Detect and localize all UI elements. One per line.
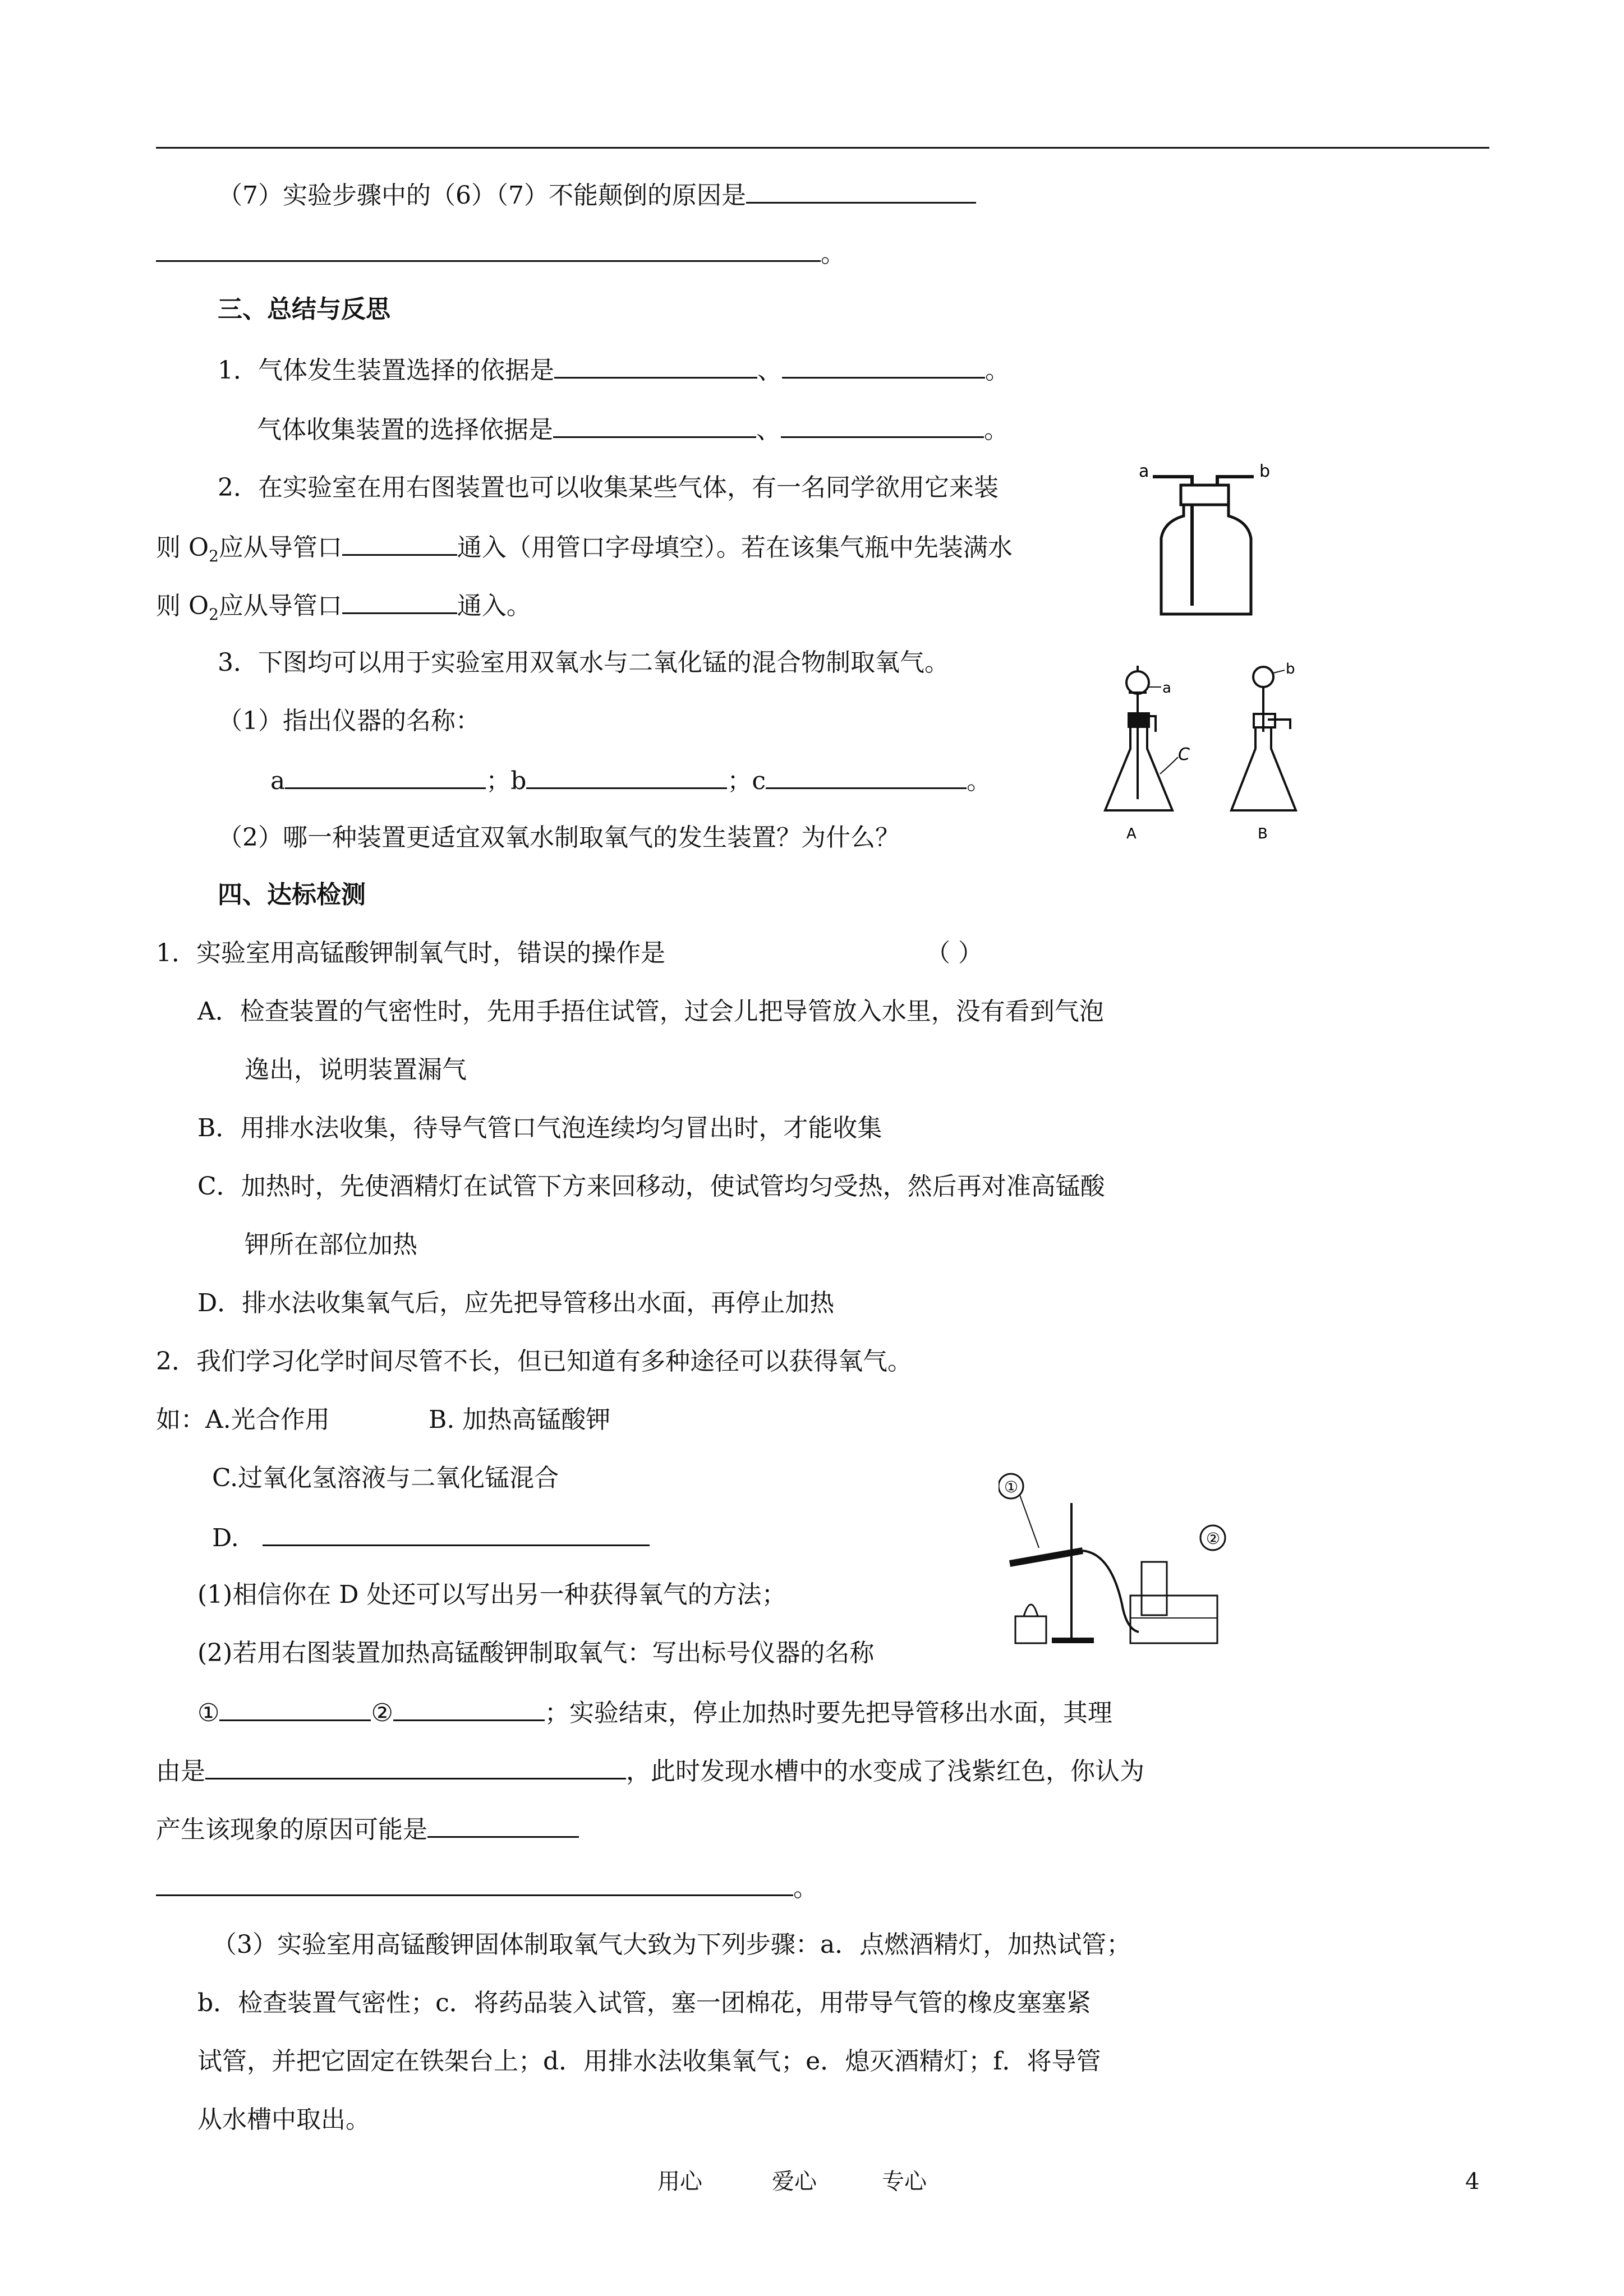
cause-blank-2[interactable] [156, 1874, 793, 1896]
s3-item3-2: （2）哪一种装置更适宜双氧水制取氧气的发生装置？为什么？ [218, 823, 900, 852]
s3-item2-blank2[interactable] [342, 592, 457, 614]
s3-item2-line3: 则 $O_2$应从导管口 通入。 [156, 592, 531, 624]
s3-item1b: 气体收集装置的选择依据是 、 。 [257, 416, 1009, 444]
flask-figure [1099, 653, 1324, 844]
alcohol-lamp [1015, 1616, 1046, 1643]
s3-item3-1: （1）指出仪器的名称： [218, 707, 480, 735]
header-rule [156, 147, 1489, 149]
bottle-label-a: a [1139, 462, 1149, 481]
s3-item1b-blank1[interactable] [553, 416, 756, 438]
s4-q2-3-line1: （3）实验室用高锰酸钾固体制取氧气大致为下列步骤：a．点燃酒精灯，加热试管； [212, 1930, 1131, 1959]
section4-title: 四、达标检测 [218, 880, 366, 909]
bottle-label-b: b [1259, 462, 1271, 481]
conical-flask-b [1231, 727, 1296, 810]
s4-q2-cause-2: 。 [156, 1874, 818, 1901]
s4-q2: 2．我们学习化学时间尽管不长，但已知道有多种途径可以获得氧气。 [156, 1347, 912, 1376]
flask-label-b: b [1286, 661, 1295, 677]
footer-slogan-1: 用心 [657, 2169, 702, 2194]
s3-item1a: 1．气体发生装置选择的依据是 、 。 [218, 356, 1010, 385]
funnel-b [1253, 667, 1273, 687]
kmno4-apparatus-figure [999, 1469, 1234, 1660]
q7-line-2: 。 [156, 240, 845, 266]
s4-q2-ru: 如：A.光合作用 [156, 1405, 330, 1434]
flask-caption-A: A [1126, 826, 1137, 842]
s3-item1b-blank2[interactable] [781, 416, 984, 438]
bottle-body [1161, 505, 1251, 614]
gas-bottle-figure [1139, 460, 1279, 623]
flask-label-c: C [1178, 745, 1190, 764]
stopper-a [1128, 712, 1150, 728]
s3-item3: 3．下图均可以用于实验室用双氧水与二氧化锰的混合物制取氧气。 [218, 648, 949, 677]
water-trough [1130, 1596, 1217, 1643]
footer-slogan-3: 专心 [882, 2169, 927, 2194]
s4-q2-3-line2: b．检查装置气密性；c．将药品装入试管，塞一团棉花，用带导气管的橡皮塞塞紧 [197, 1989, 1091, 2017]
page-number: 4 [1465, 2169, 1480, 2194]
s4-q2-d: D. [212, 1524, 650, 1551]
s4-q1-paren[interactable]: （ ） [926, 939, 983, 967]
iron-stand-base [1052, 1638, 1094, 1643]
s4-q2-c: C.过氧化氢溶液与二氧化锰混合 [212, 1464, 559, 1492]
name-c-blank[interactable] [766, 767, 967, 789]
option-d: D．排水法收集氧气后，应先把导管移出水面，再停止加热 [197, 1289, 835, 1317]
s4-q2-cause: 产生该现象的原因可能是 [156, 1816, 579, 1842]
q7-line [218, 182, 976, 208]
s4-q2-3-line3: 试管，并把它固定在铁架台上；d．用排水法收集氧气；e．熄灭酒精灯；f．将导管 [197, 2047, 1101, 2076]
option-c-line2: 钾所在部位加热 [245, 1230, 417, 1259]
s4-q2-b: B. 加热高锰酸钾 [429, 1405, 611, 1434]
app-label-1: ① [1004, 1478, 1019, 1496]
s3-item2-line1: 2．在实验室在用右图装置也可以收集某些气体，有一名同学欲用它来装 [218, 473, 999, 502]
s4-q2-names: ① ② ；实验结束，停止加热时要先把导管移出水面，其理 [197, 1699, 1112, 1727]
option-b: B．用排水法收集，待导气管口气泡连续均匀冒出时，才能收集 [197, 1114, 882, 1142]
option-c-line1: C．加热时，先使酒精灯在试管下方来回移动，使试管均匀受热，然后再对准高锰酸 [197, 1172, 1105, 1201]
s3-item1a-blank1[interactable] [554, 357, 757, 379]
flask-caption-B: B [1258, 826, 1268, 842]
s3-item3-names: a ；b ；c 。 [270, 767, 992, 795]
s4-q1: 1．实验室用高锰酸钾制氧气时，错误的操作是 [156, 939, 665, 967]
cause-blank-1[interactable] [427, 1816, 579, 1838]
footer-slogan-2: 爱心 [772, 2169, 817, 2194]
reason-blank[interactable] [205, 1758, 626, 1779]
stopper [1181, 485, 1229, 505]
name-b-blank[interactable] [526, 767, 727, 789]
s4-q2-1: (1)相信你在 D 处还可以写出另一种获得氧气的方法； [197, 1580, 786, 1609]
s4-q2-2: (2)若用右图装置加热高锰酸钾制取氧气：写出标号仪器的名称 [197, 1639, 875, 1667]
q7-blank-1[interactable] [746, 182, 976, 204]
s3-item1a-blank2[interactable] [782, 357, 985, 379]
instrument2-blank[interactable] [393, 1699, 545, 1721]
name-a-blank[interactable] [285, 767, 486, 789]
s3-item2-blank1[interactable] [342, 534, 457, 556]
section3-title: 三、总结与反思 [218, 295, 390, 324]
d-method-blank[interactable] [263, 1524, 650, 1546]
option-a-line1: A．检查装置的气密性时，先用手捂住试管，过会儿把导管放入水里，没有看到气泡 [197, 997, 1104, 1026]
flask-label-a: a [1162, 680, 1171, 697]
s4-q2-reason: 由是 ，此时发现水槽中的水变成了浅紫红色，你认为 [156, 1757, 1144, 1786]
gas-jar [1142, 1562, 1167, 1615]
s3-item2-line2: 则 $O_2$应从导管口 通入（用管口字母填空）。若在该集气瓶中先装满水 [156, 533, 1013, 565]
s4-q2-3-line4: 从水槽中取出。 [197, 2105, 370, 2134]
q7-prefix: （7）实验步骤中的（6）（7）不能颠倒的原因是 [218, 181, 746, 210]
q7-blank-2[interactable] [156, 240, 821, 262]
app-label-2: ② [1206, 1529, 1221, 1548]
option-a-line2: 逸出，说明装置漏气 [245, 1055, 467, 1084]
instrument1-blank[interactable] [219, 1699, 371, 1721]
funnel-a [1126, 671, 1149, 694]
